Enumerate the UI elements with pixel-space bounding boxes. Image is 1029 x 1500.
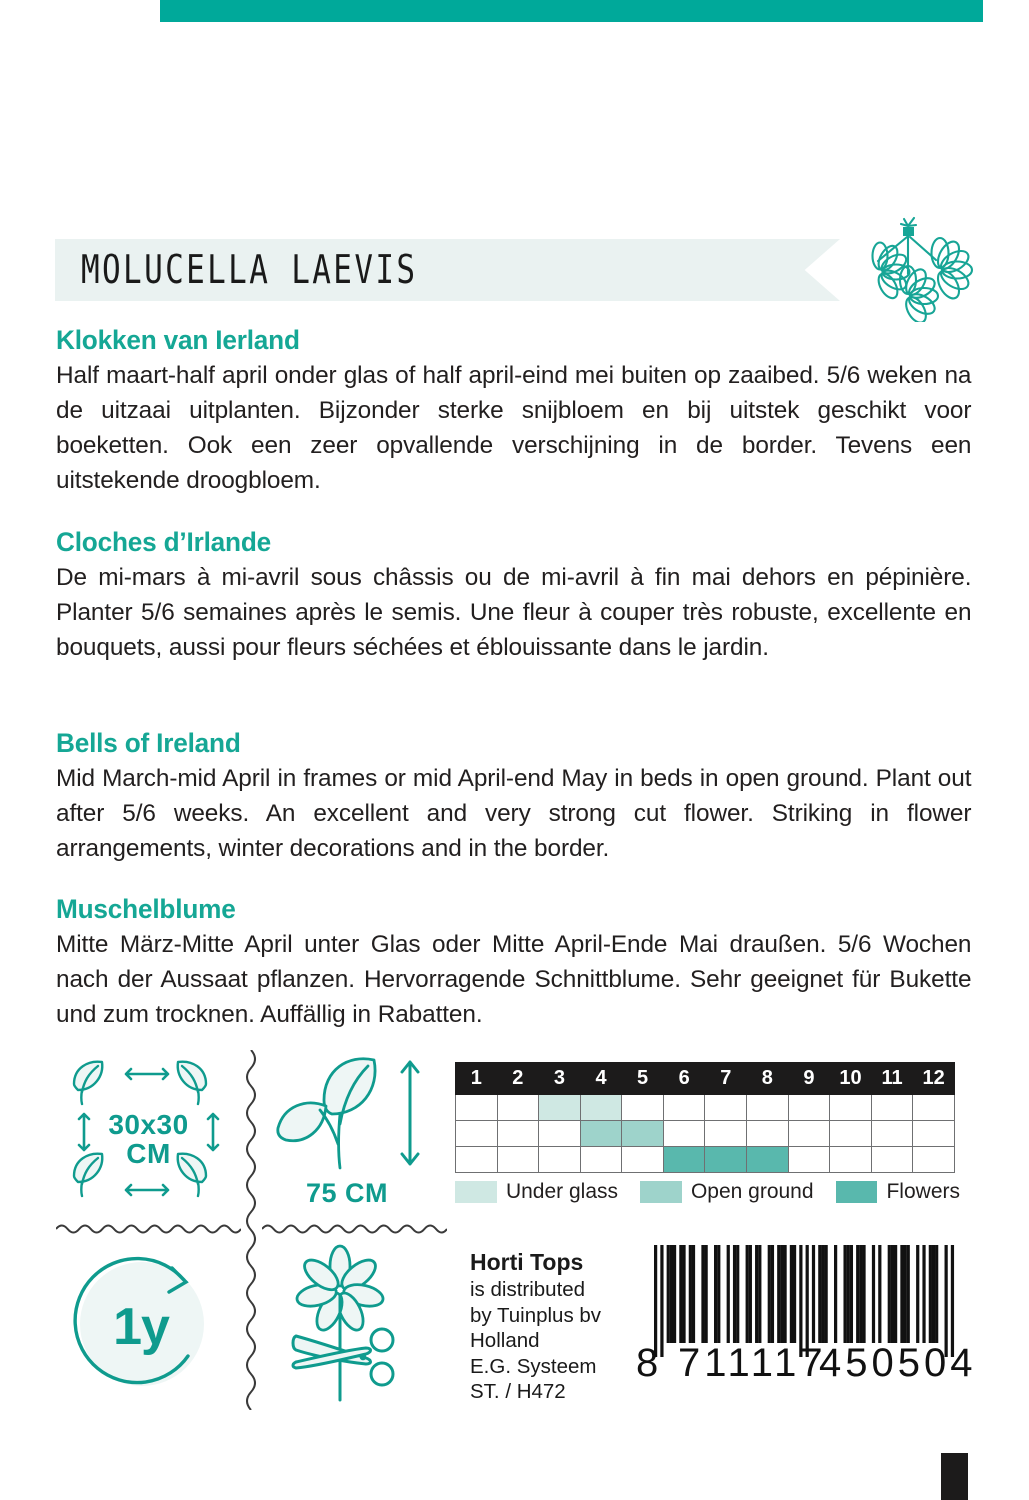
legend-label-flowers: Flowers [886, 1180, 960, 1203]
calendar-month-8: 8 [747, 1063, 789, 1095]
wavy-divider-horizontal-left [56, 1222, 241, 1236]
calendar-month-2: 2 [497, 1063, 539, 1095]
section-body-english: Mid March-mid April in frames or mid April-end May in beds in open ground. Plant out after 5/6 weeks. An excellent and very strong cut flower. Striking in flower arrangements, winter decorations and in the border. [56, 765, 972, 862]
section-body-french: De mi-mars à mi-avril sous châssis ou de mi-avril à fin mai dehors en pépinière. Planter 5/6 semaines après le semis. Une fleur à couper très robuste, excellente en bouquets, aussi pour fleurs séchées et éblouissante dans le jardin. [56, 564, 972, 661]
barcode [636, 1245, 977, 1395]
section-body-dutch: Half maart-half april onder glas of half april-eind mei buiten op zaaibed. 5/6 weken na de uitzaai uitplanten. Bijzonder sterke snijbloem en bij uitstek geschikt voor boeketten. Ook een zeer opvallende verschijning in de border. Tevens een uitstekende droogbloem. [56, 362, 972, 494]
calendar-month-9: 9 [788, 1063, 830, 1095]
calendar-cell [747, 1121, 789, 1147]
cut-flower-scissors-icon [262, 1240, 447, 1412]
calendar-month-7: 7 [705, 1063, 747, 1095]
calendar-cell [747, 1095, 789, 1121]
spacing-value-line2: CM [126, 1138, 171, 1169]
section-heading-french: Cloches d’Irlande [56, 527, 272, 557]
company-line-6: ST. / H472 [470, 1380, 566, 1403]
section-body-german: Mitte März-Mitte April unter Glas oder Mitte April-Ende Mai draußen. 5/6 Wochen nach der Aussaat pflanzen. Hervorragende Schnittblume. Sehr geeignet für Bukette und zum trocknen. Auffällig in Rabatten. [56, 931, 972, 1028]
calendar-row-under-glass [456, 1095, 955, 1121]
calendar-cell [456, 1095, 498, 1121]
calendar-header-row [456, 1063, 955, 1095]
legend-label-under-glass: Under glass [505, 1180, 618, 1203]
section-english [56, 728, 976, 866]
calendar-cell [539, 1147, 581, 1173]
title-ribbon [55, 239, 840, 301]
barcode-left-group: 711117 [678, 1341, 827, 1385]
company-line-2: is distributed [470, 1278, 586, 1301]
calendar-cell [871, 1121, 913, 1147]
calendar-cell [788, 1121, 830, 1147]
section-german [56, 894, 976, 1032]
company-line-5: E.G. Systeem [470, 1354, 597, 1378]
calendar-month-6: 6 [663, 1063, 705, 1095]
plant-height-icon [262, 1052, 447, 1220]
calendar-cell [705, 1147, 747, 1173]
company-line-4: Holland [470, 1329, 540, 1352]
calendar-table [455, 1062, 955, 1173]
legend-swatch-under-glass [455, 1181, 497, 1203]
calendar-cell [539, 1121, 581, 1147]
calendar-month-1: 1 [456, 1063, 498, 1095]
calendar-cell [663, 1121, 705, 1147]
company-line-3: by Tuinplus bv [470, 1303, 602, 1327]
spacing-value-line1: 30x30 [108, 1109, 189, 1140]
calendar-cell [705, 1121, 747, 1147]
calendar-row-open-ground [456, 1121, 955, 1147]
calendar-cell [788, 1095, 830, 1121]
legend-swatch-open-ground [640, 1181, 682, 1203]
height-value: 75 CM [305, 1178, 389, 1208]
calendar-cell [539, 1095, 581, 1121]
section-dutch [56, 325, 976, 498]
wavy-divider-vertical [240, 1050, 262, 1410]
barcode-lead-digit: 8 [636, 1341, 659, 1385]
calendar-legend [455, 1180, 960, 1204]
calendar-cell [580, 1147, 622, 1173]
calendar-cell [580, 1121, 622, 1147]
calendar-cell [788, 1147, 830, 1173]
wavy-divider-horizontal-right [262, 1222, 447, 1236]
calendar-cell [871, 1147, 913, 1173]
calendar-cell [622, 1095, 664, 1121]
section-heading-dutch: Klokken van Ierland [56, 325, 300, 355]
calendar-cell [830, 1095, 872, 1121]
calendar-cell [830, 1147, 872, 1173]
calendar-cell [913, 1121, 955, 1147]
company-name: Horti Tops [470, 1249, 584, 1275]
calendar-cell [622, 1147, 664, 1173]
calendar-cell [663, 1095, 705, 1121]
calendar-month-5: 5 [622, 1063, 664, 1095]
calendar-cell [747, 1147, 789, 1173]
company-info [470, 1248, 660, 1405]
calendar-cell [456, 1147, 498, 1173]
calendar-cell [705, 1095, 747, 1121]
calendar-month-3: 3 [539, 1063, 581, 1095]
plant-spacing-icon [56, 1052, 241, 1220]
sowing-calendar [455, 1062, 955, 1173]
barcode-right-group: 450504 [819, 1341, 977, 1385]
calendar-cell [497, 1147, 539, 1173]
print-registration-mark [941, 1453, 968, 1500]
page-title: MOLUCELLA LAEVIS [81, 245, 418, 294]
calendar-cell [580, 1095, 622, 1121]
annual-cycle-icon [56, 1240, 241, 1412]
flower-bouquet-icon [856, 214, 974, 322]
legend-label-open-ground: Open ground [690, 1180, 814, 1203]
section-heading-english: Bells of Ireland [56, 728, 241, 758]
calendar-cell [622, 1121, 664, 1147]
calendar-cell [913, 1095, 955, 1121]
calendar-cell [497, 1121, 539, 1147]
legend-swatch-flowers [836, 1181, 878, 1203]
calendar-cell [456, 1121, 498, 1147]
calendar-month-11: 11 [871, 1063, 913, 1095]
calendar-row-flowers [456, 1147, 955, 1173]
calendar-cell [871, 1095, 913, 1121]
barcode-digits [636, 1341, 977, 1389]
section-heading-german: Muschelblume [56, 894, 236, 924]
calendar-month-12: 12 [913, 1063, 955, 1095]
section-french [56, 527, 976, 665]
calendar-cell [830, 1121, 872, 1147]
cycle-value: 1y [113, 1298, 169, 1356]
calendar-cell [663, 1147, 705, 1173]
calendar-month-10: 10 [830, 1063, 872, 1095]
calendar-cell [913, 1147, 955, 1173]
calendar-month-4: 4 [580, 1063, 622, 1095]
calendar-cell [497, 1095, 539, 1121]
top-accent-bar [160, 0, 983, 22]
